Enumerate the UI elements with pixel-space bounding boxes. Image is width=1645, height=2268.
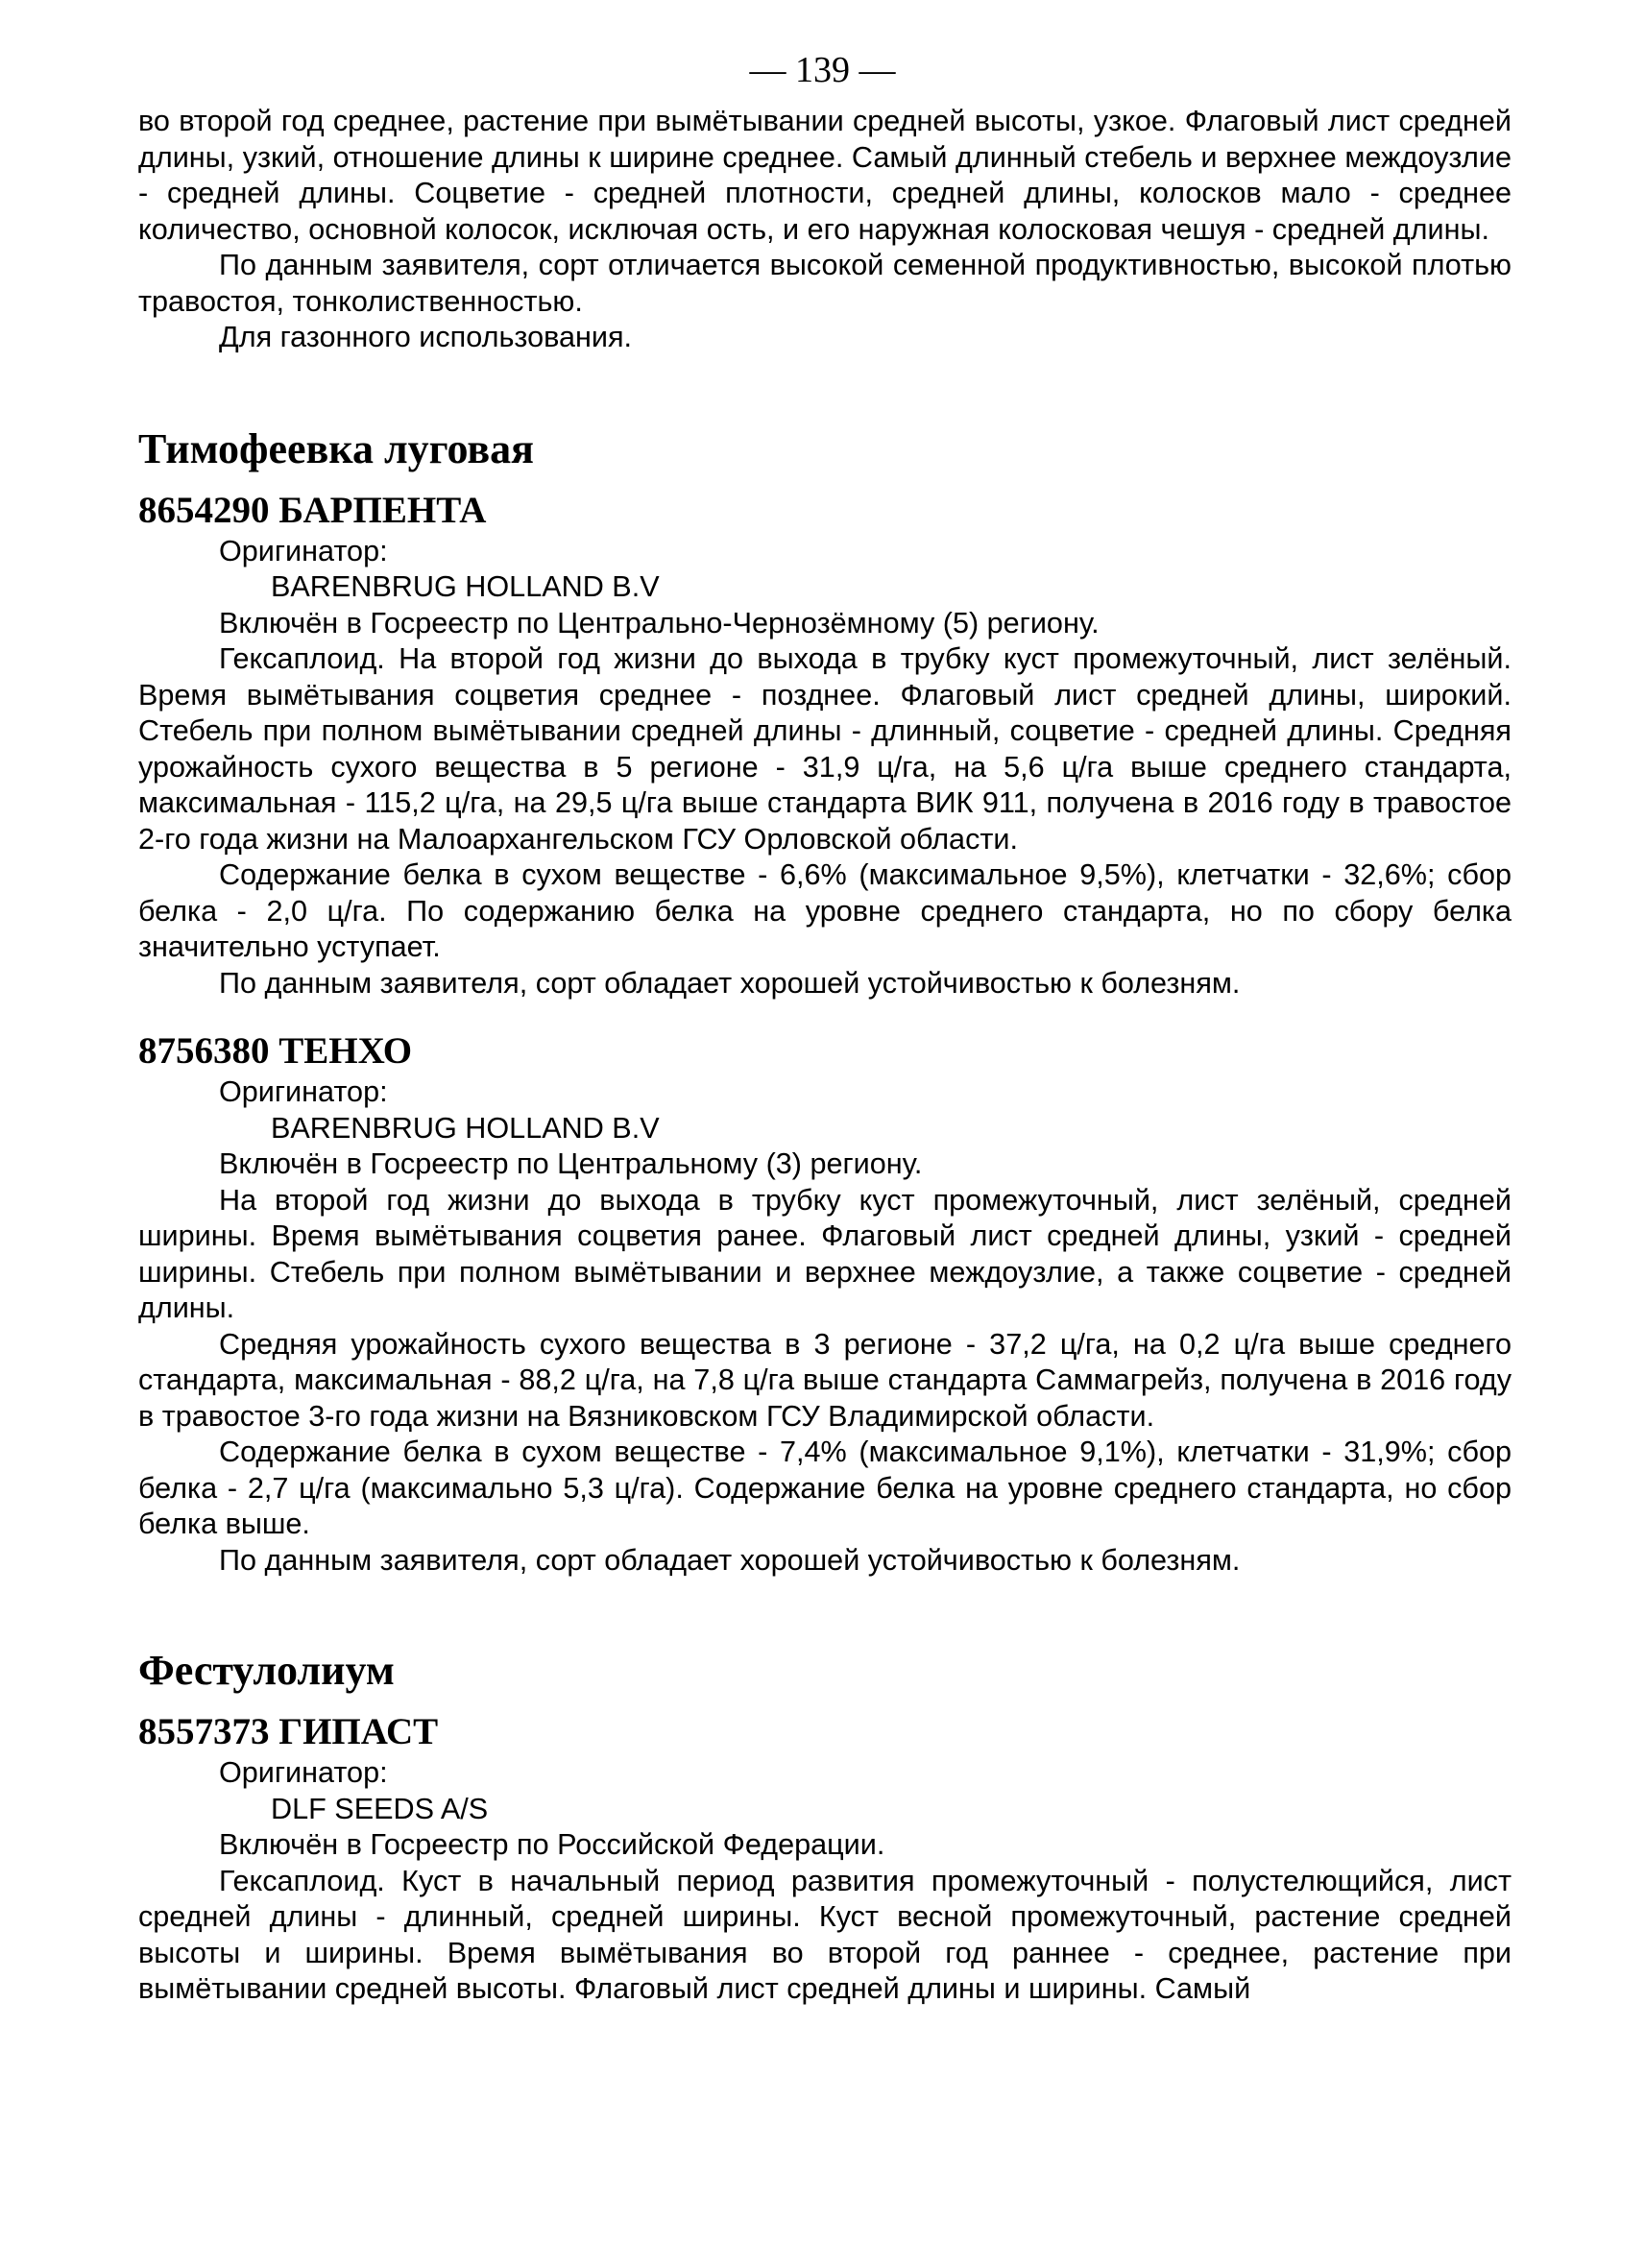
originator-name: BARENBRUG HOLLAND B.V — [271, 570, 660, 603]
species-heading-festulolium: Фестулолиум — [138, 1647, 395, 1694]
registry-entry: Включён в Госреестр по Центрально-Чернозёмному (5) региону. — [219, 606, 1100, 639]
variety-description: Гексаплоид. Куст в начальный период развития промежуточный - полустелющийся, лист средней длины - длинный, средней ширины. Куст весной промежуточный, растение средней высоты и ширины. Время вымётывания во второй год раннее - среднее, растение при вымётывании средней высоты. Флаговый лист средней длины и ширины. Самый — [138, 1864, 1512, 2005]
originator-name: DLF SEEDS A/S — [271, 1792, 489, 1825]
originator-label: Оригинатор: — [219, 534, 388, 567]
page-content — [138, 104, 1512, 2008]
variety-heading-gipast: 8557373 ГИПАСТ — [138, 1711, 439, 1752]
page-number: — 139 — — [749, 50, 896, 90]
originator-name: BARENBRUG HOLLAND B.V — [271, 1111, 660, 1145]
variety-description: Гексаплоид. На второй год жизни до выхода в трубку куст промежуточный, лист зелёный. Время вымётывания соцветия среднее - позднее. Флаговый лист средней длины, широкий. Стебель при полном вымётывании средней длины - длинный, соцветие - средней длины. Средняя урожайность сухого вещества в 5 регионе - 31,9 ц/га, на 5,6 ц/га выше среднего стандарта, максимальная - 115,2 ц/га, на 29,5 ц/га выше стандарта ВИК 911, получена в 2016 году в травостое 2-го года жизни на Малоархангельском ГСУ Орловской области. — [138, 642, 1512, 856]
intro-applicant-paragraph: По данным заявителя, сорт отличается высокой семенной продуктивностью, высокой плотью травостоя, тонколиственностью. — [138, 249, 1512, 318]
variety-heading-tenkho: 8756380 ТЕНХО — [138, 1030, 413, 1072]
intro-usage-paragraph: Для газонного использования. — [219, 321, 633, 353]
intro-paragraph: во второй год среднее, растение при вымётывании средней высоты, узкое. Флаговый лист средней длины, узкий, отношение длины к ширине среднее. Самый длинный стебель и верхнее междоузлие - средней длины. Соцветие - средней плотности, средней длины, колосков мало - среднее количество, основной колосок, исключая ость, и его наружная колосковая чешуя - средней длины. — [138, 105, 1512, 246]
variety-heading-barpenta: 8654290 БАРПЕНТА — [138, 489, 487, 531]
protein-paragraph: Содержание белка в сухом веществе - 7,4% (максимальное 9,1%), клетчатки - 31,9%; сбор белка - 2,7 ц/га (максимально 5,3 ц/га). Содержание белка на уровне среднего стандарта, но сбор белка выше. — [138, 1436, 1512, 1540]
species-heading-timothy: Тимофеевка луговая — [138, 424, 534, 472]
yield-paragraph: Средняя урожайность сухого вещества в 3 регионе - 37,2 ц/га, на 0,2 ц/га выше среднего стандарта, максимальная - 88,2 ц/га, на 7,8 ц/га выше стандарта Саммагрейз, получена в 2016 году в травостое 3-го года жизни на Вязниковском ГСУ Владимирской области. — [138, 1327, 1512, 1433]
registry-entry: Включён в Госреестр по Российской Федерации. — [219, 1828, 885, 1861]
applicant-paragraph: По данным заявителя, сорт обладает хорошей устойчивостью к болезням. — [219, 966, 1241, 1000]
originator-label: Оригинатор: — [219, 1756, 388, 1789]
registry-entry: Включён в Госреестр по Центральному (3) региону. — [219, 1147, 923, 1180]
originator-label: Оригинатор: — [219, 1075, 388, 1108]
protein-paragraph: Содержание белка в сухом веществе - 6,6% (максимальное 9,5%), клетчатки - 32,6%; сбор белка - 2,0 ц/га. По содержанию белка на уровне среднего стандарта, но по сбору белка значительно уступает. — [138, 858, 1512, 963]
variety-description: На второй год жизни до выхода в трубку куст промежуточный, лист зелёный, средней ширины. Время вымётывания соцветия ранее. Флаговый лист средней длины, узкий - средней ширины. Стебель при полном вымётывании и верхнее междоузлие, а также соцветие - средней длины. — [138, 1183, 1512, 1324]
applicant-paragraph: По данным заявителя, сорт обладает хорошей устойчивостью к болезням. — [219, 1543, 1241, 1577]
